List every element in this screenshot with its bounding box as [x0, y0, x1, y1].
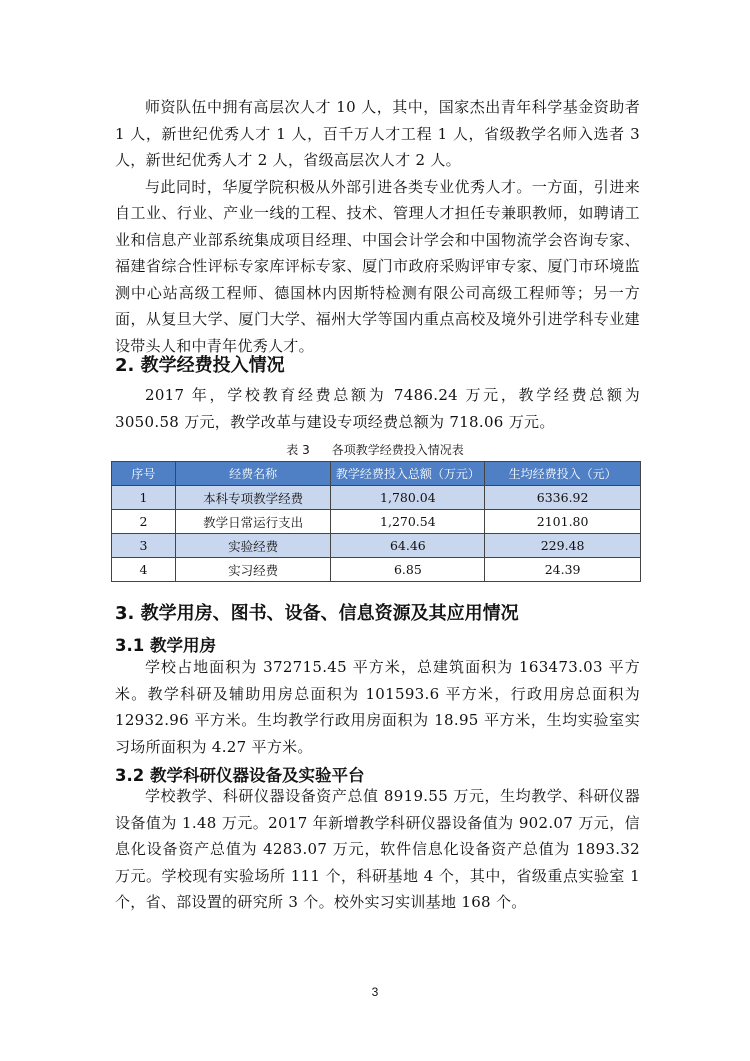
cell-total: 1,270.54 — [331, 510, 485, 534]
housing-paragraph-block — [115, 654, 640, 760]
cell-per-student: 2101.80 — [485, 510, 641, 534]
cell-index: 4 — [112, 558, 176, 582]
cell-index: 2 — [112, 510, 176, 534]
table-caption-title: 各项教学经费投入情况表 — [331, 443, 464, 457]
equipment-paragraph-block — [115, 783, 640, 916]
section-3-2-heading: 3.2 教学科研仪器设备及实验平台 — [115, 766, 365, 785]
table-row — [112, 534, 641, 558]
section-3-1-heading: 3.1 教学用房 — [115, 636, 216, 655]
header-fund-name: 经费名称 — [175, 462, 331, 486]
cell-fund-name: 教学日常运行支出 — [175, 510, 331, 534]
cell-total: 6.85 — [331, 558, 485, 582]
funding-table — [111, 461, 641, 582]
cell-fund-name: 实习经费 — [175, 558, 331, 582]
table-row — [112, 486, 641, 510]
header-total: 教学经费投入总额（万元） — [331, 462, 485, 486]
funding-paragraph-block — [115, 382, 640, 435]
cell-total: 64.46 — [331, 534, 485, 558]
page-number: 3 — [371, 985, 379, 999]
cell-total: 1,780.04 — [331, 486, 485, 510]
section-3-heading: 3. 教学用房、图书、设备、信息资源及其应用情况 — [115, 603, 519, 624]
equipment-paragraph: 学校教学、科研仪器设备资产总值 8919.55 万元，生均教学、科研仪器设备值为 1.48 万元。2017 年新增教学科研仪器设备值为 902.07 万元，信息化设备资产总值为 4283.07 万元，软件信息化设备资产总值为 1893.32 万元。学校现有实验场所 111 个，科研基地 4 个，其中，省级重点实验室 1 个，省、部设置的研究所 3 个。校外实习实训基地 168 个。 — [115, 787, 640, 911]
cell-index: 3 — [112, 534, 176, 558]
recruitment-paragraph: 与此同时，华厦学院积极从外部引进各类专业优秀人才。一方面，引进来自工业、行业、产业一线的工程、技术、管理人才担任专兼职教师，如聘请工业和信息产业部系统集成项目经理、中国会计学会和中国物流学会咨询专家、福建省综合性评标专家库评标专家、厦门市政府采购评审专家、厦门市环境监测中心站高级工程师、德国林内因斯特检测有限公司高级工程师等；另一方面，从复旦大学、厦门大学、福州大学等国内重点高校及境外引进学科专业建设带头人和中青年优秀人才。 — [115, 177, 640, 355]
faculty-paragraph-block — [115, 94, 640, 359]
cell-fund-name: 实验经费 — [175, 534, 331, 558]
table-caption-number: 表 3 — [286, 443, 310, 457]
cell-per-student: 24.39 — [485, 558, 641, 582]
table-row — [112, 558, 641, 582]
cell-fund-name: 本科专项教学经费 — [175, 486, 331, 510]
header-index: 序号 — [112, 462, 176, 486]
table-caption — [0, 441, 750, 458]
cell-index: 1 — [112, 486, 176, 510]
table-row — [112, 510, 641, 534]
table-header-row — [112, 462, 641, 486]
header-per-student: 生均经费投入（元） — [485, 462, 641, 486]
section-2-heading: 2. 教学经费投入情况 — [115, 355, 285, 376]
cell-per-student: 229.48 — [485, 534, 641, 558]
talent-paragraph: 师资队伍中拥有高层次人才 10 人，其中，国家杰出青年科学基金资助者 1 人，新世纪优秀人才 1 人，百千万人才工程 1 人，省级教学名师入选者 3 人，新世纪优秀人才 2 人，省级高层次人才 2 人。 — [115, 98, 640, 169]
housing-paragraph: 学校占地面积为 372715.45 平方米，总建筑面积为 163473.03 平方米。教学科研及辅助用房总面积为 101593.6 平方米，行政用房总面积为 12932.96 平方米。生均教学行政用房面积为 18.95 平方米，生均实验室实习场所面积为 4.27 平方米。 — [115, 658, 640, 756]
cell-per-student: 6336.92 — [485, 486, 641, 510]
funding-paragraph: 2017 年，学校教育经费总额为 7486.24 万元，教学经费总额为 3050.58 万元，教学改革与建设专项经费总额为 718.06 万元。 — [115, 386, 640, 431]
